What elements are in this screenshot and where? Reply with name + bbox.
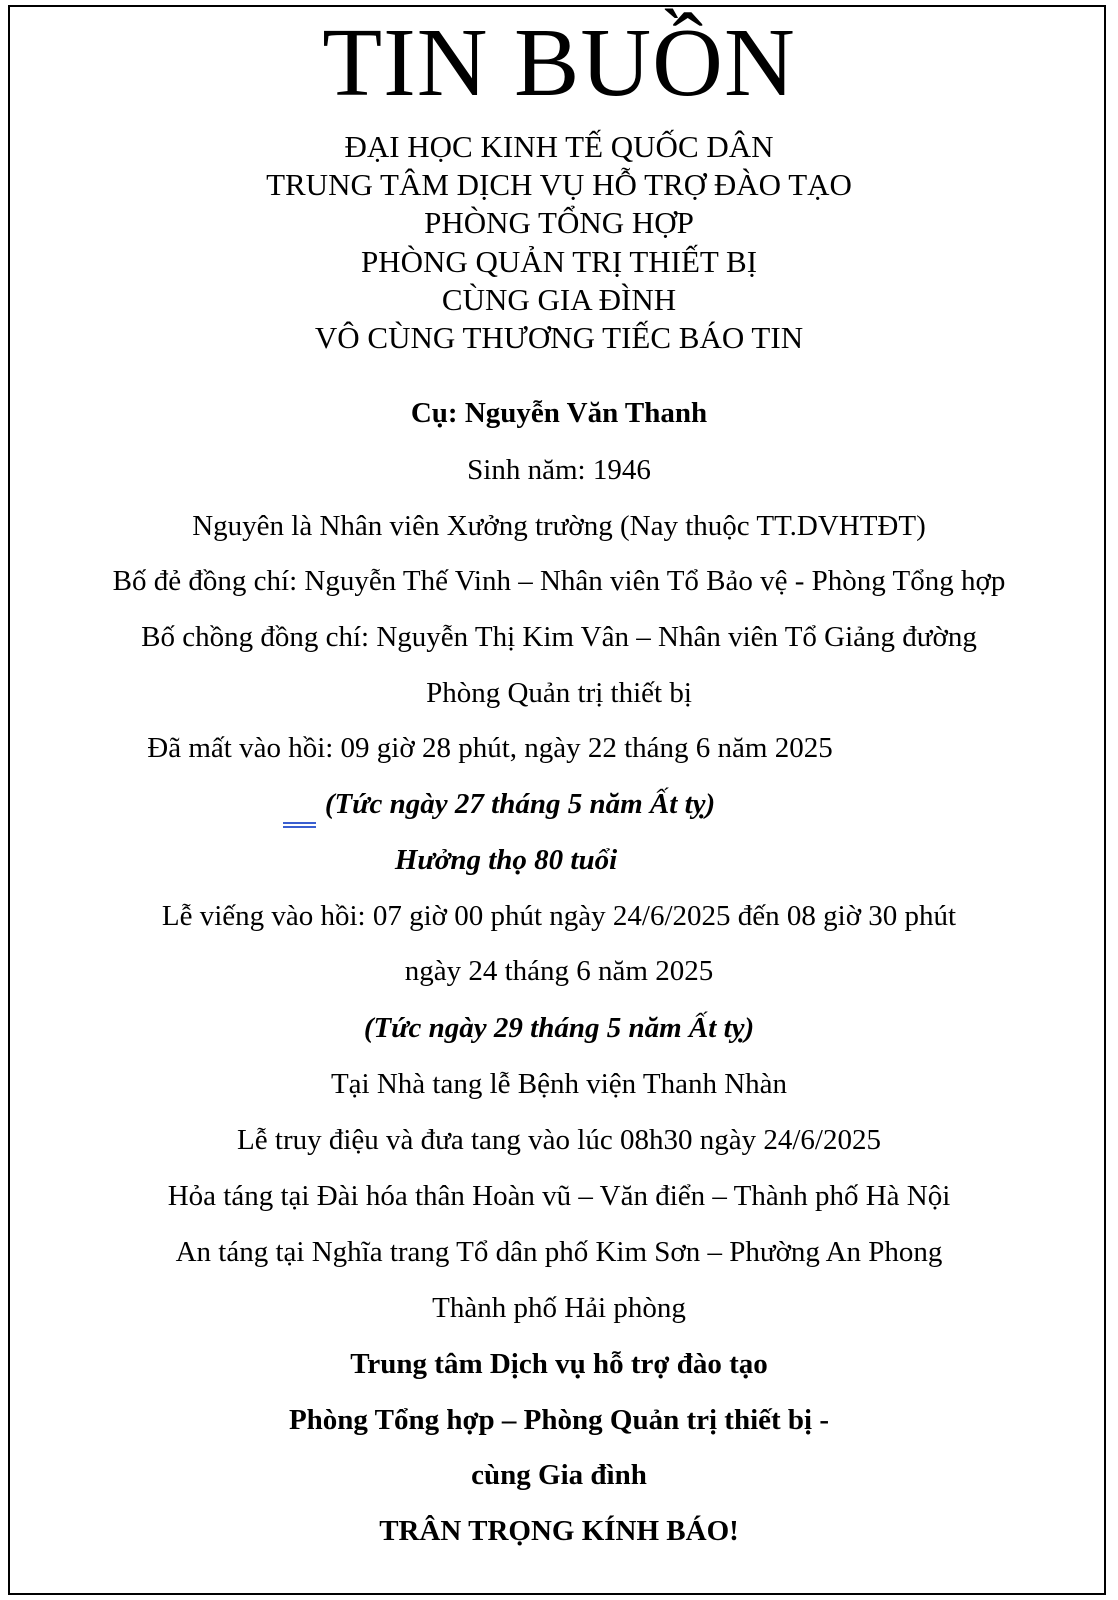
header-line-general-office: PHÒNG TỔNG HỢP	[424, 205, 694, 240]
father-in-law-line: Bố chồng đồng chí: Nguyễn Thị Kim Vân – Nhân viên Tổ Giảng đường	[141, 621, 977, 653]
closing-line: TRÂN TRỌNG KÍNH BÁO!	[379, 1515, 739, 1547]
visit-time: Lễ viếng vào hồi: 07 giờ 00 phút ngày 24/6/2025 đến 08 giờ 30 phút	[161, 900, 957, 932]
father-of-line: Bố đẻ đồng chí: Nguyễn Thế Vinh – Nhân viên Tổ Bảo vệ - Phòng Tổng hợp	[112, 565, 1006, 597]
header-line-announcement: VÔ CÙNG THƯƠNG TIẾC BÁO TIN	[314, 320, 804, 355]
former-role: Nguyên là Nhân viên Xưởng trường (Nay thuộc TT.DVHTĐT)	[192, 510, 926, 542]
header-line-family: CÙNG GIA ĐÌNH	[441, 282, 677, 317]
birth-year: Sinh năm: 1946	[467, 454, 651, 486]
deceased-name: Cụ: Nguyễn Văn Thanh	[410, 397, 708, 429]
header-line-equipment-office: PHÒNG QUẢN TRỊ THIẾT BỊ	[360, 244, 758, 279]
visit-lunar-date: (Tức ngày 29 tháng 5 năm Ất tỵ)	[363, 1012, 755, 1044]
page-title: TIN BUỒN	[322, 9, 796, 117]
edit-mark	[283, 822, 316, 828]
death-lunar-date: (Tức ngày 27 tháng 5 năm Ất tỵ)	[324, 788, 716, 820]
burial-place: An táng tại Nghĩa trang Tổ dân phố Kim Sơn – Phường An Phong	[175, 1236, 943, 1268]
funeral-venue: Tại Nhà tang lễ Bệnh viện Thanh Nhàn	[330, 1068, 788, 1100]
signature-offices: Phòng Tổng hợp – Phòng Quản trị thiết bị -	[288, 1404, 830, 1436]
burial-city: Thành phố Hải phòng	[432, 1292, 686, 1324]
header-line-university: ĐẠI HỌC KINH TẾ QUỐC DÂN	[344, 129, 774, 164]
father-in-law-department: Phòng Quản trị thiết bị	[426, 677, 692, 709]
signature-center: Trung tâm Dịch vụ hỗ trợ đào tạo	[350, 1348, 768, 1380]
signature-family: cùng Gia đình	[471, 1459, 647, 1491]
header-line-center: TRUNG TÂM DỊCH VỤ HỖ TRỢ ĐÀO TẠO	[266, 167, 852, 202]
age-at-death: Hưởng thọ 80 tuổi	[394, 844, 618, 876]
death-time: Đã mất vào hồi: 09 giờ 28 phút, ngày 22 tháng 6 năm 2025	[147, 732, 833, 764]
memorial-ceremony: Lễ truy điệu và đưa tang vào lúc 08h30 ngày 24/6/2025	[237, 1124, 881, 1156]
cremation-place: Hỏa táng tại Đài hóa thân Hoàn vũ – Văn điển – Thành phố Hà Nội	[167, 1180, 951, 1212]
visit-date: ngày 24 tháng 6 năm 2025	[404, 955, 714, 987]
